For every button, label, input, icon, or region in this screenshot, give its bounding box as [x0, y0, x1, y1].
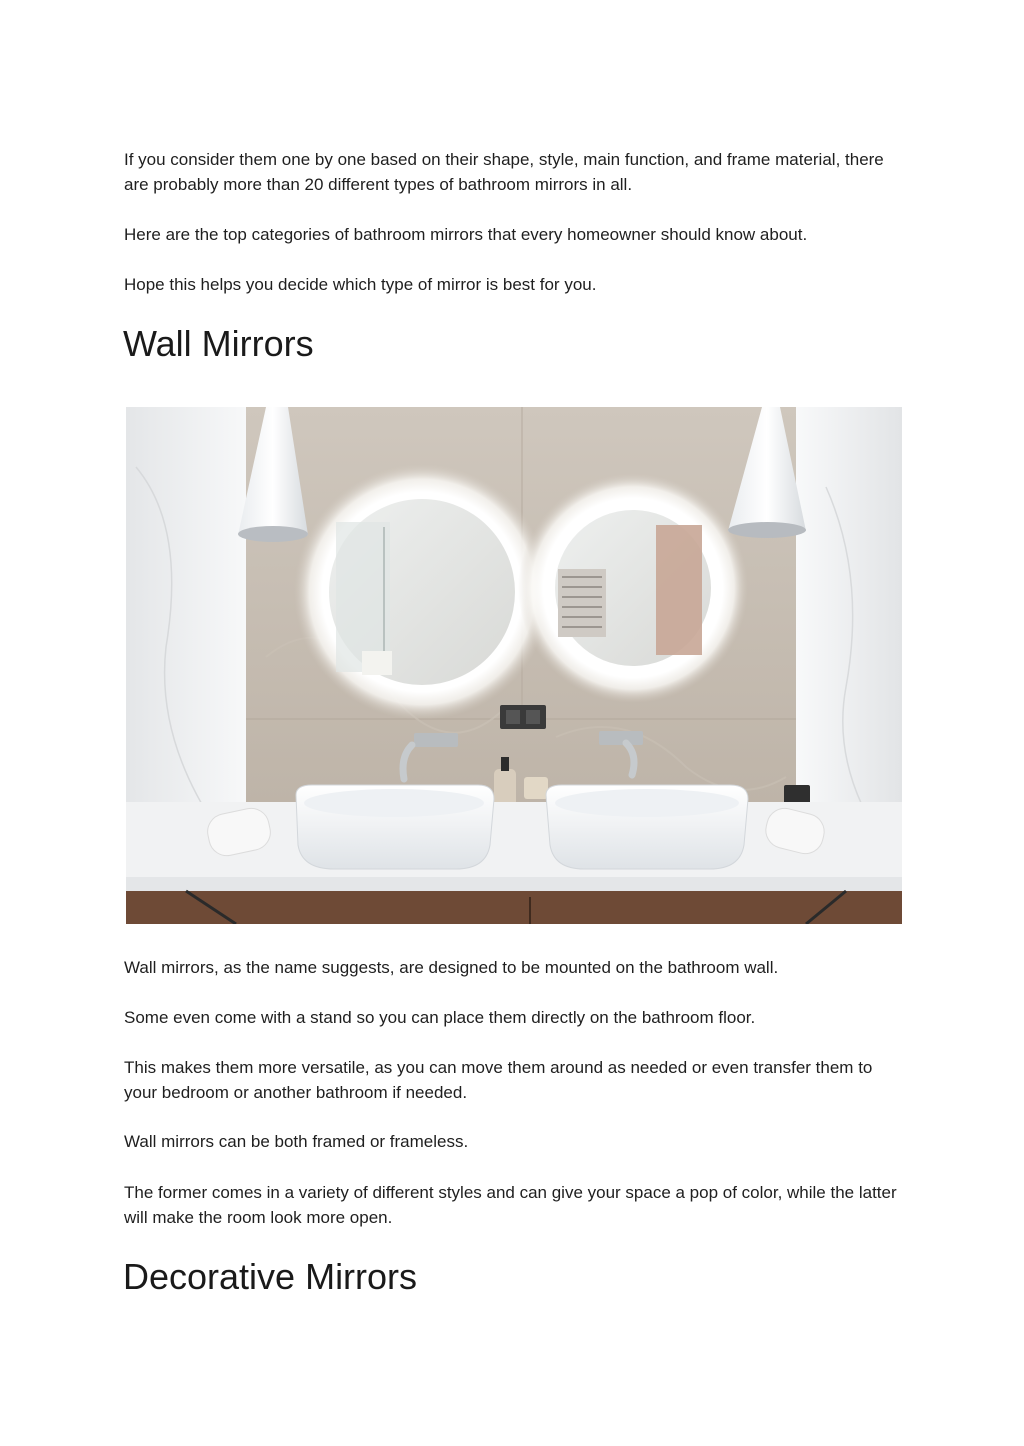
wall-mirrors-paragraph-3: This makes them more versatile, as you can move them around as needed or even transfer them to your bedroom or another bathroom if needed. — [124, 1058, 873, 1102]
wall-mirrors-paragraph-5: The former comes in a variety of different styles and can give your space a pop of color, while the latter will make the room look more open. — [124, 1183, 897, 1227]
bathroom-mirrors-photo — [126, 407, 902, 924]
wall-mirrors-paragraph-2: Some even come with a stand so you can place them directly on the bathroom floor. — [124, 1008, 756, 1027]
wall-mirrors-heading: Wall Mirrors — [123, 323, 314, 364]
intro-paragraph-3: Hope this helps you decide which type of mirror is best for you. — [124, 275, 597, 294]
decorative-mirrors-heading: Decorative Mirrors — [123, 1256, 418, 1297]
intro-paragraph-2: Here are the top categories of bathroom mirrors that every homeowner should know about. — [124, 225, 808, 244]
wall-mirrors-paragraph-1: Wall mirrors, as the name suggests, are designed to be mounted on the bathroom wall. — [124, 958, 779, 977]
intro-paragraph-1: If you consider them one by one based on their shape, style, main function, and frame material, there are probably more than 20 different types of bathroom mirrors in all. — [124, 150, 884, 194]
wall-mirrors-paragraph-4: Wall mirrors can be both framed or frameless. — [124, 1132, 469, 1151]
